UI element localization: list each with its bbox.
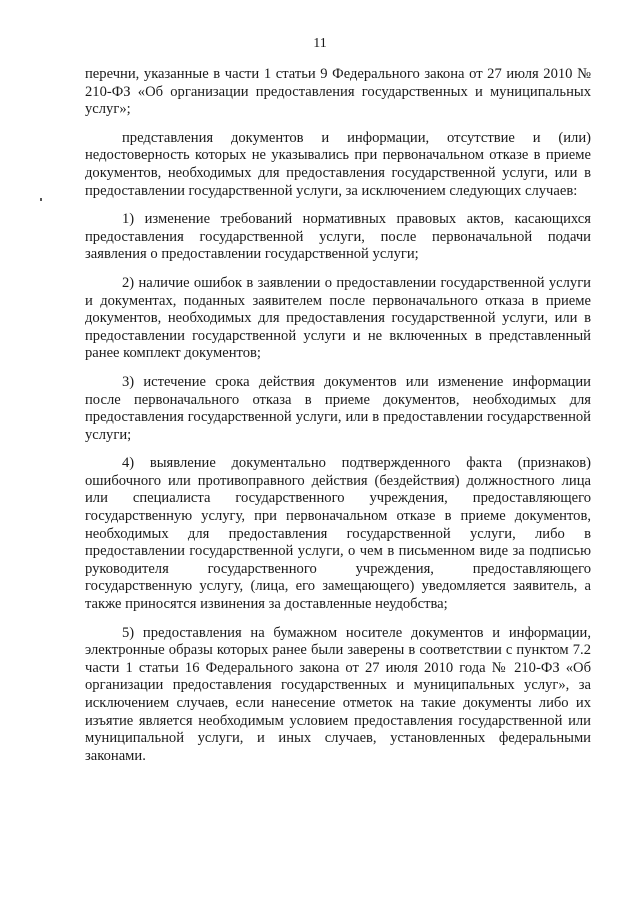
paragraph-case-3: 3) истечение срока действия документов или изменение информации после первоначального отказа в приеме документов, необходимых для предоставления государственной услуги, или в предоставлении государственной услуги; (85, 373, 591, 443)
paragraph-documents-info: представления документов и информации, отсутствие и (или) недостоверность которых не указывались при первоначальном отказе в приеме документов, необходимых для предоставления государственной услуги, или в предоставлении государственной услуги, за исключением следующих случаев: (85, 129, 591, 199)
paragraph-case-4: 4) выявление документально подтвержденного факта (признаков) ошибочного или противоправного действия (бездействия) должностного лица или специалиста государственного учреждения, предоставляющего государственную услугу, при первоначальном отказе в приеме документов, необходимых для предоставления государственной услуги, либо в предоставлении государственной услуги, о чем в письменном виде за подписью руководителя государственного учреждения, предоставляющего государственную услугу, (лица, его замещающего) уведомляется заявитель, а также приносятся извинения за доставленные неудобства; (85, 455, 591, 613)
paragraph-case-2: 2) наличие ошибок в заявлении о предоставлении государственной услуги и документах, поданных заявителем после первоначального отказа в приеме документов, необходимых для предоставления государственной услуги, или в предоставлении государственной услуги и не включенных в представленный ранее комплект документов; (85, 274, 591, 362)
paragraph-case-1: 1) изменение требований нормативных правовых актов, касающихся предоставления государственной услуги, после первоначальной подачи заявления о предоставлении государственной услуги; (85, 211, 591, 263)
scan-speck (40, 198, 42, 201)
paragraph-case-5: 5) предоставления на бумажном носителе документов и информации, электронные образы которых ранее были заверены в соответствии с пунктом 7.2 части 1 статьи 16 Федерального закона от 27 июля 2010 года № 210-ФЗ «Об организации предоставления государственных и муниципальных услуг», за исключением случаев, если нанесение отметок на такие документы либо их изъятие является необходимым условием предоставления государственной или муниципальной услуги, и иных случаев, установленных федеральными законами. (85, 624, 591, 764)
page-number: 11 (313, 36, 327, 51)
document-body (85, 66, 591, 776)
paragraph-list-continuation: перечни, указанные в части 1 статьи 9 Федерального закона от 27 июля 2010 № 210-ФЗ «Об организации предоставления государственных и муниципальных услуг»; (85, 66, 591, 118)
